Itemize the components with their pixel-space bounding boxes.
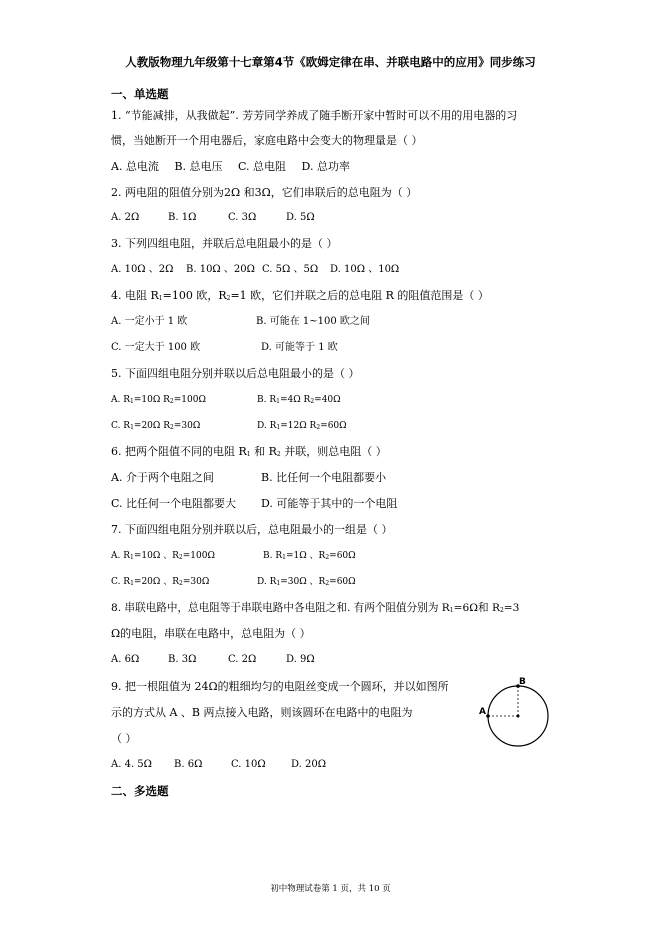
question-8-option-b[interactable]: B. 3Ω: [168, 654, 197, 665]
question-1-stem-line-1: 1. “节能减排，从我做起”. 芳芳同学养成了随手断开家中暂时可以不用的用电器的习: [111, 109, 518, 122]
question-9-stem-line-2: 示的方式从 A 、B 两点接入电路，则该圆环在电路中的电阻为: [111, 706, 413, 719]
question-7-option-d[interactable]: D. $R_1=30\Omega$ 、$R_2=60\Omega$: [257, 577, 356, 587]
point-b-label: B: [519, 677, 526, 687]
question-3-option-d[interactable]: D. 10Ω 、10Ω: [330, 264, 400, 275]
ring-center-dot: [517, 715, 520, 718]
ring-circuit-figure: [478, 674, 558, 754]
question-1-option-b[interactable]: B. 总电压: [174, 160, 223, 173]
question-6-option-b[interactable]: B. 比任何一个电阻都要小: [261, 471, 387, 484]
question-8-option-a[interactable]: A. 6Ω: [111, 654, 140, 665]
question-6-option-c[interactable]: C. 比任何一个电阻都要大: [111, 497, 237, 510]
question-3-option-b[interactable]: B. 10Ω 、20Ω: [186, 264, 255, 275]
question-8-stem-line-1: 8. 串联电路中，总电阻等于串联电路中各电阻之和. 有两个阻值分别为 $R_1=6\Omega$和 $R_2=3$: [111, 602, 520, 614]
question-2-option-d[interactable]: D. 5Ω: [286, 212, 315, 223]
question-7-stem: 7. 下面四组电阻分别并联以后，总电阻最小的一组是（ ）: [111, 523, 393, 536]
question-4-option-b[interactable]: B. 可能在 1~100 欧之间: [256, 316, 370, 327]
page-footer: 初中物理试卷第 1 页，共 10 页: [270, 884, 391, 894]
question-5-option-d[interactable]: D. $R_1=12\Omega$ $R_2=60\Omega$: [257, 421, 347, 431]
question-9-stem-line-3: （ ）: [111, 732, 137, 745]
question-8-option-d[interactable]: D. 9Ω: [286, 654, 315, 665]
question-3-option-a[interactable]: A. 10Ω 、2Ω: [111, 264, 174, 275]
question-6-option-d[interactable]: D. 可能等于其中的一个电阻: [261, 497, 398, 510]
question-9-stem-line-1: 9. 把一根阻值为 24Ω的粗细均匀的电阻丝变成一个圆环，并以如图所: [111, 680, 449, 693]
question-4-option-c[interactable]: C. 一定大于 100 欧: [111, 342, 201, 353]
question-2-option-a[interactable]: A. 2Ω: [111, 212, 140, 223]
question-9-option-c[interactable]: C. 10Ω: [231, 759, 266, 770]
question-9-option-d[interactable]: D. 20Ω: [291, 759, 327, 770]
question-1-option-c[interactable]: C. 总电阻: [238, 160, 287, 173]
section-multiple-choice: 二、多选题: [111, 784, 169, 798]
question-7-option-b[interactable]: B. $R_1=1\Omega$ 、$R_2=60\Omega$: [263, 551, 356, 561]
question-6-stem: 6. 把两个阻值不同的电阻 $R_1$ 和 $R_2$ 并联，则总电阻（ ）: [111, 445, 387, 458]
question-9-option-a[interactable]: A. 4. 5Ω: [111, 759, 152, 770]
point-a-dot: [486, 714, 490, 718]
question-6-option-a[interactable]: A. 介于两个电阻之间: [111, 471, 214, 484]
question-3-option-c[interactable]: C. 5Ω 、5Ω: [262, 264, 319, 275]
question-8-stem-line-2: Ω的电阻，串联在电路中，总电阻为（ ）: [111, 627, 311, 640]
question-7-option-c[interactable]: C. $R_1=20\Omega$ 、$R_2=30\Omega$: [111, 577, 210, 587]
question-1-stem-line-2: 惯，当她断开一个用电器后，家庭电路中会变大的物理量是（ ）: [111, 134, 423, 147]
question-9-option-b[interactable]: B. 6Ω: [174, 759, 203, 770]
question-5-option-b[interactable]: B. $R_1=4\Omega$ $R_2=40\Omega$: [257, 395, 341, 405]
question-4-stem: 4. 电阻 $R_1=100$ 欧，$R_2=1$ 欧，它们并联之后的总电阻 R 的阻值范围是（ ）: [111, 289, 489, 302]
point-a-label: A: [479, 707, 486, 717]
question-7-option-a[interactable]: A. $R_1=10\Omega$ 、$R_2=100\Omega$: [111, 551, 215, 561]
question-1-options: [111, 160, 362, 174]
question-2-option-c[interactable]: C. 3Ω: [228, 212, 257, 223]
question-2-stem: 2. 两电阻的阻值分别为2Ω 和3Ω，它们串联后的总电阻为（ ）: [111, 186, 418, 199]
question-4-option-d[interactable]: D. 可能等于 1 欧: [261, 342, 338, 353]
section-single-choice: 一、单选题: [111, 87, 169, 101]
question-1-option-a[interactable]: A. 总电流: [111, 160, 159, 173]
question-8-option-c[interactable]: C. 2Ω: [228, 654, 257, 665]
question-5-option-c[interactable]: C. $R_1=20\Omega$ $R_2=30\Omega$: [111, 421, 201, 431]
question-1-option-d[interactable]: D. 总功率: [301, 160, 350, 173]
question-4-option-a[interactable]: A. 一定小于 1 欧: [111, 316, 188, 327]
question-2-option-b[interactable]: B. 1Ω: [168, 212, 197, 223]
question-5-stem: 5. 下面四组电阻分别并联以后总电阻最小的是（ ）: [111, 367, 360, 380]
question-5-option-a[interactable]: A. $R_1=10\Omega$ $R_2=100\Omega$: [111, 395, 206, 405]
page-title: 人教版物理九年级第十七章第4节《欧姆定律在串、并联电路中的应用》同步练习: [125, 55, 536, 69]
question-3-stem: 3. 下列四组电阻，并联后总电阻最小的是（ ）: [111, 237, 338, 250]
